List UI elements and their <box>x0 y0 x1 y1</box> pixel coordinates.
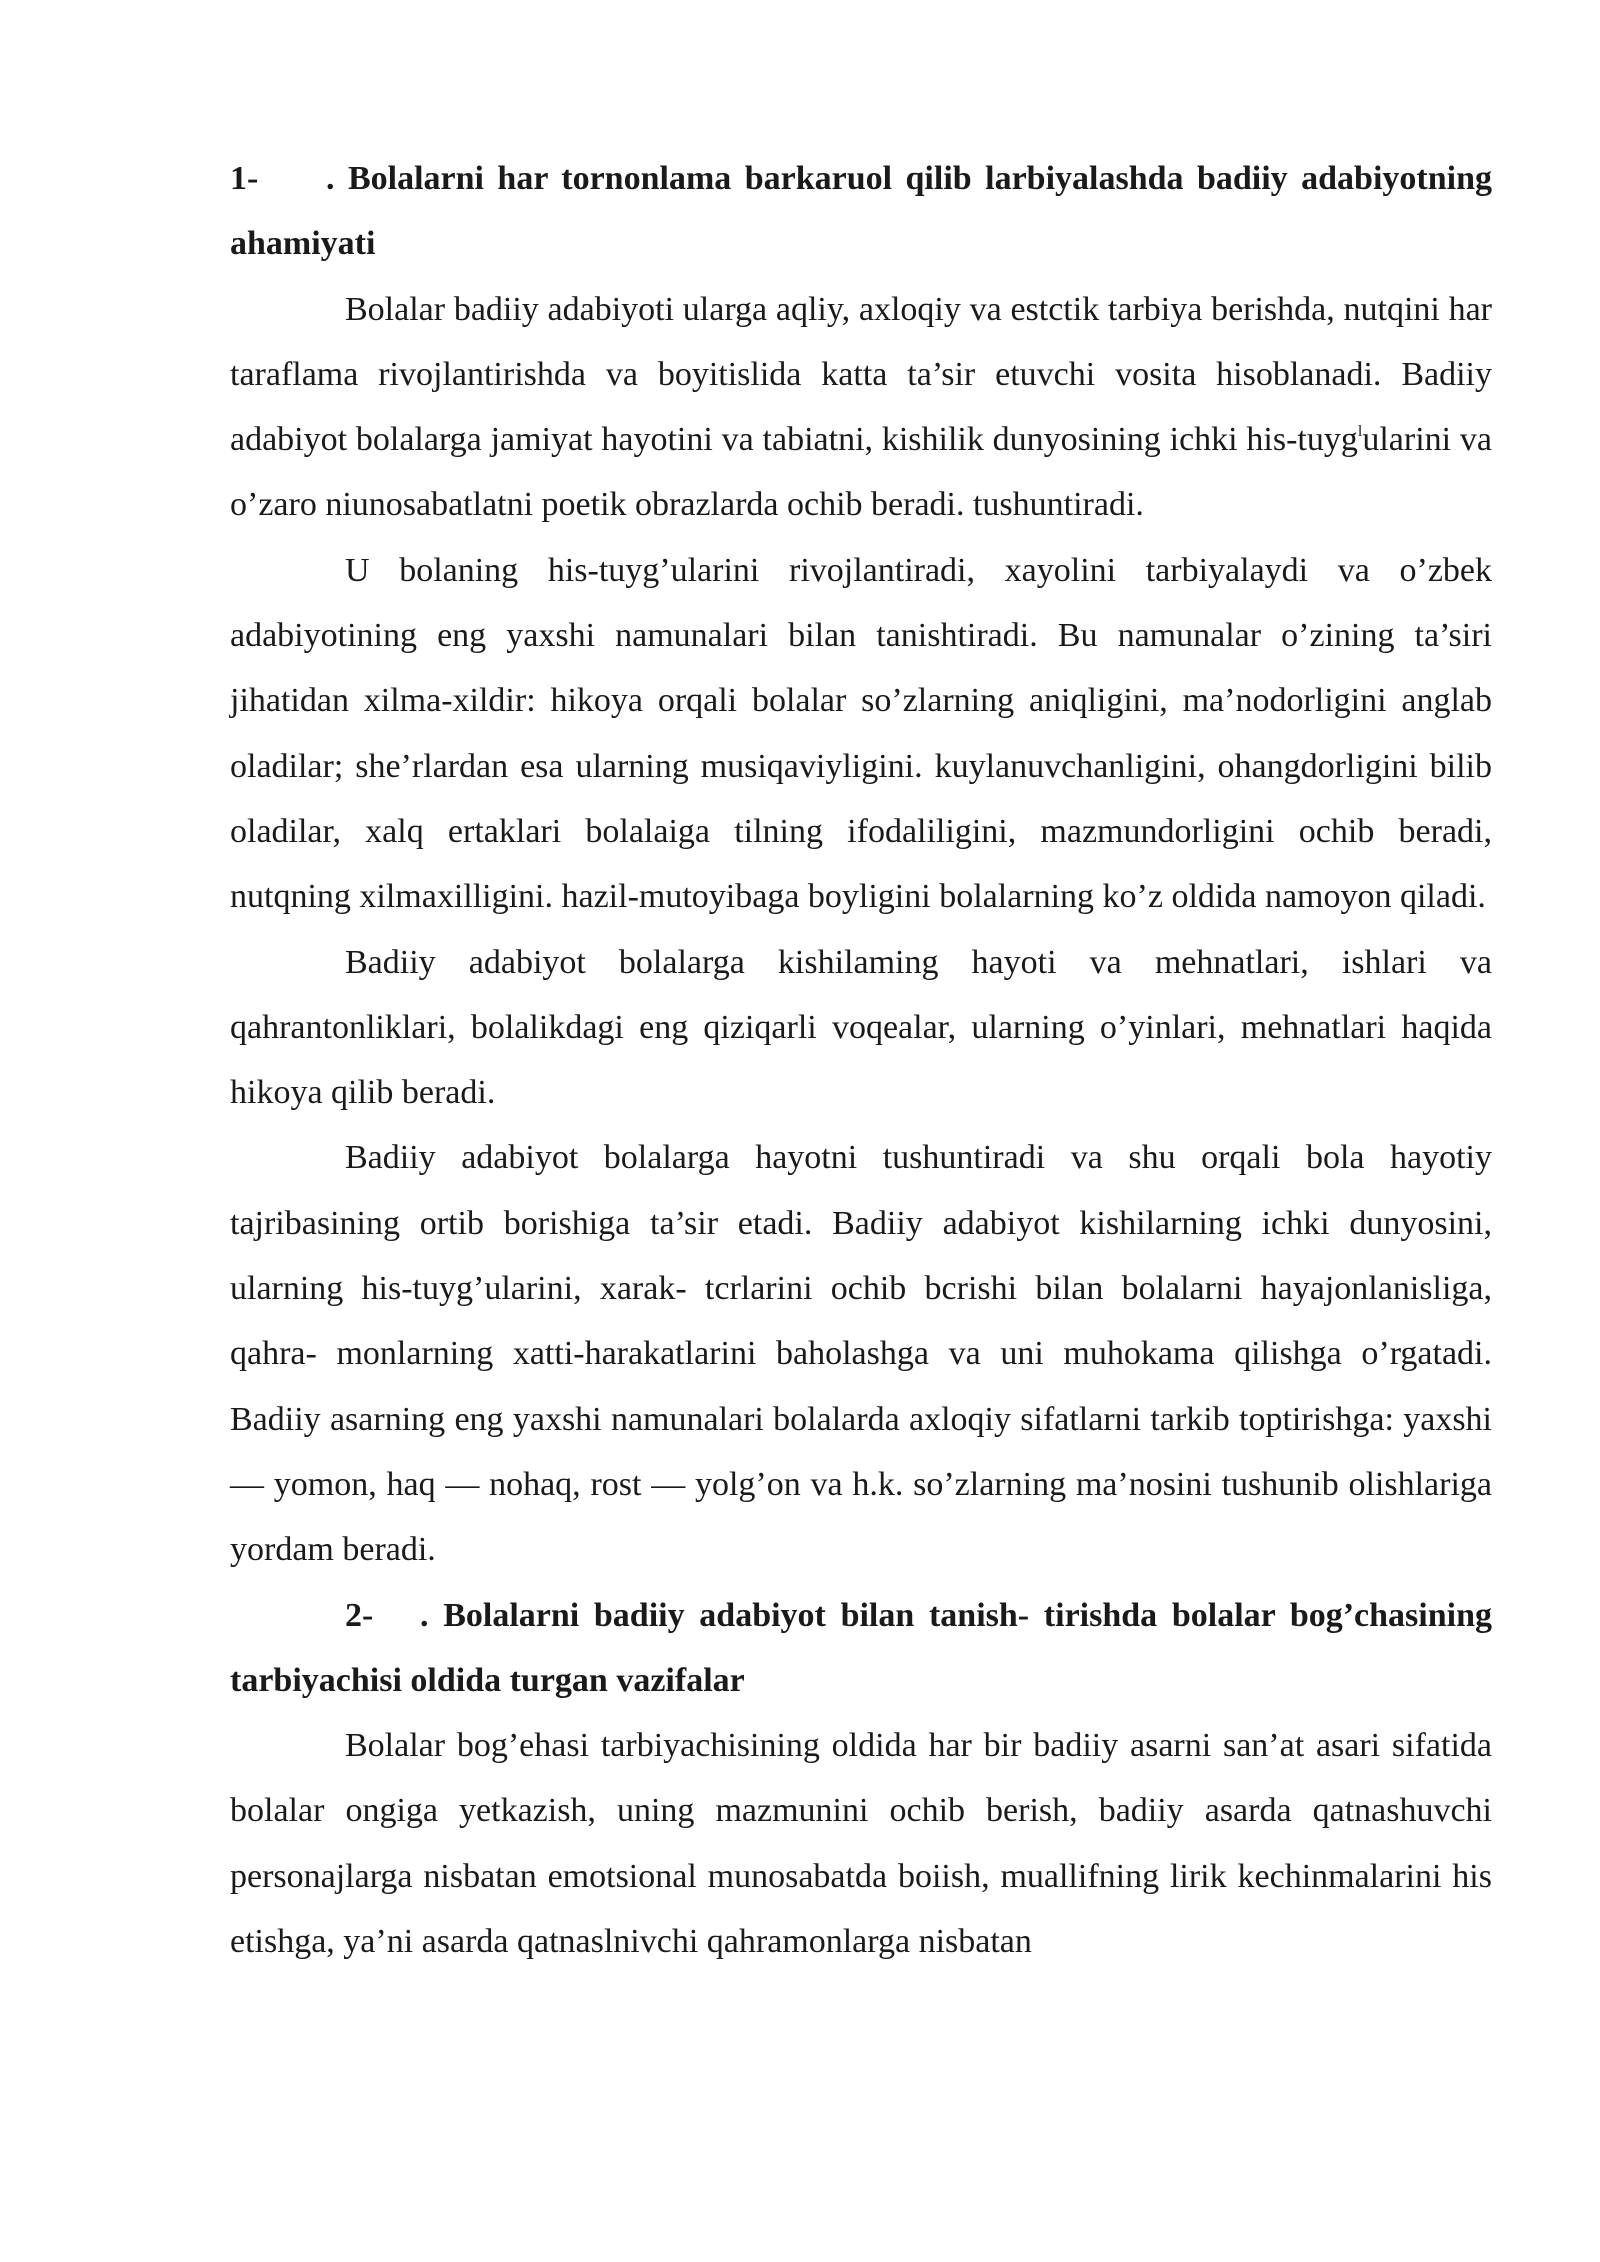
section-heading-2 <box>230 1583 1492 1714</box>
section-heading-1 <box>230 146 1492 277</box>
paragraph: Badiiy adabiyot bolalarga hayotni tushuntiradi va shu orqali bola hayotiy tajribasining ortib borishiga ta’sir etadi. Badiiy adabiyot kishilarning ichki dunyosini, ularning his-tuyg’ularini, xarak- tcrlarini ochib bcrishi bilan bolalarni hayajonlanisliga, qahra- monlarning xatti-harakatlarini baholashga va uni muhokama qilishga o’rgatadi. Badiiy asarning eng yaxshi namunalari bolalarda axloqiy sifatlarni tarkib toptirishga: yaxshi — yomon, haq — nohaq, rost — yolg’on va h.k. so’zlarning ma’nosini tushunib olishlariga yordam beradi. <box>230 1139 1492 1569</box>
superscript-mark: l <box>1357 423 1363 441</box>
section-number: 1- <box>230 160 259 197</box>
section-title: . Bolalarni har tornonlama barkaruol qilib larbiyalashda badiiy adabiyotning ahamiyati <box>230 160 1492 263</box>
paragraph-text: Bolalar badiiy adabiyoti ularga aqliy, axloqiy va estctik tarbiya berishda, nutqini har taraflama rivojlantirishda va boyitislida katta ta’sir etuvchi vosita hisoblanadi. Badiiy adabiyot bolalarga jamiyat hayotini va tabiatni, kishilik dunyosining ichki his-tuyg <box>230 290 1492 459</box>
section-number: 2- <box>345 1596 374 1634</box>
paragraph: Bolalar bog’ehasi tarbiyachisining oldida har bir badiiy asarni san’at asari sifatida bolalar ongiga yetkazish, uning mazmunini ochib berish, badiiy asarda qatnashuvchi personajlarga nisbatan emotsional munosabatda boiish, muallifning lirik kechinmalarini his etishga, ya’ni asarda qatnaslnivchi qahramonlarga nisbatan <box>230 1727 1492 1961</box>
paragraph-text: ularini va o’zaro niunosabatlatni poetik obrazlarda ochib beradi. tushuntiradi. <box>230 421 1492 524</box>
paragraph: U bolaning his-tuyg’ularini rivojlantiradi, xayolini tarbiyalaydi va o’zbek adabiyotining eng yaxshi namunalari bilan tanishtiradi. Bu namunalar o’zining ta’siri jihatidan xilma-xildir: hikoya orqali bolalar so’zlarning aniqligini, ma’nodorligini anglab oladilar; she’rlardan esa ularning musiqaviyligini. kuylanuvchanligini, ohangdorligini bilib oladilar, xalq ertaklari bolalaiga tilning ifodaliligini, mazmundorligini ochib beradi, nutqning xilmaxilligini. hazil-mutoyibaga boyligini bolalarning ko’z oldida namoyon qiladi. <box>230 551 1492 916</box>
paragraph: Badiiy adabiyot bolalarga kishilaming hayoti va mehnatlari, ishlari va qahrantonliklari, bolalikdagi eng qiziqarli voqealar, ularning o’yinlari, mehnatlari haqida hikoya qilib beradi. <box>230 943 1492 1112</box>
paragraph <box>230 277 1492 538</box>
document-page <box>230 146 1492 1974</box>
section-title: . Bolalarni badiiy adabiyot bilan tanish- tirishda bolalar bog’chasining tarbiyachisi oldida turgan vazifalar <box>230 1596 1492 1699</box>
